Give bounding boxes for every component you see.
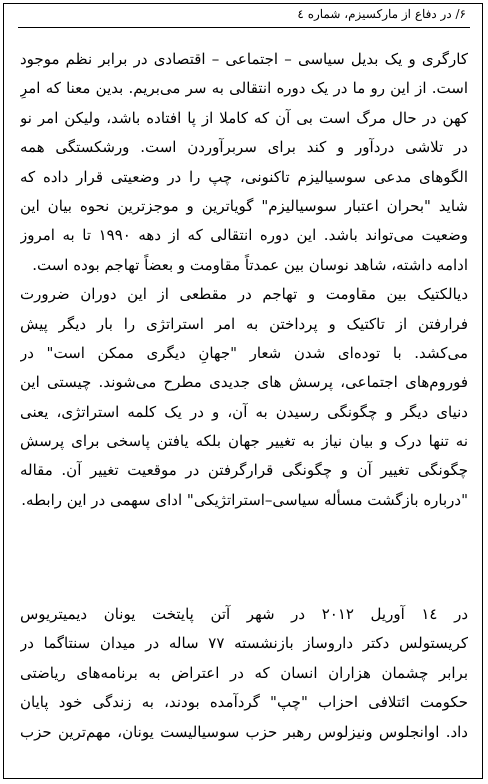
text-line: "درباره بازگشت مسأله سیاسی–استراتژیکی" ادای سهمی در این رابطه. [21,490,468,509]
text-line: دیالکتیک بین مقاومت و تهاجم در مقطعی از این دوران ضرورت [20,285,468,304]
text-line: کهن در حال مرگ است بی آن که کاملا از پا افتاده باشد، ولیکن امر نو [20,108,468,127]
text-line: کارگری و یک بدیل سیاسی – اجتماعی – اقتصادی در برابر نظم موجود [20,50,468,68]
running-head: ۶/ در دفاع از مارکسیزم، شماره ٤ [297,7,466,21]
text-line: نه تنها درک و بیان نیاز به تغییر جهان بلکه یافتن پاسخی برای پرسش [20,432,468,451]
text-line: فرارفتن از تاکتیک و پرداختن به امر استراتژی را بار دیگر پیش [20,314,468,333]
header-divider [18,27,470,28]
text-line: ادامه داشته، شاهد نوسان بین عمدتاً مقاومت و بعضاً تهاجم بوده است. [32,255,468,274]
text-line: کریستولس دکتر داروساز بازنشسته ۷۷ ساله در میدان سنتاگما در [20,634,468,653]
text-line: دنیای دیگر و چگونگی رسیدن به آن، و در یک کلمه استراتژی، یعنی [20,402,468,421]
paragraph-1 [20,45,468,515]
text-line: می‌کشد. با توده‌ای شدن شعار "جهانِ دیگری ممکن است" در [20,343,468,362]
text-line: در تلاشی دردآور و کند برای سربرآوردن است. ورشکستگی همه [20,138,468,157]
text-line: است. از این رو ما در یک دوره انتقالی به سر می‌بریم. بدین معنا که امرِ [20,79,468,98]
text-line: الگوهای مدعی سوسیالیزم تاکنونی، چپ را در وضعیتی قرار داده که [20,167,468,186]
text-line: شاید "بحران اعتبار سوسیالیزم" گویاترین و موجزترین نحوه بیان این [20,196,468,215]
text-line: چگونگی تغییر آن و چگونگی قرارگرفتن در موقعیت تغییر آن. مقاله [20,461,468,480]
text-line: حکومت ائتلافی احزاب "چپ" گردآمده بودند، به زندگی خود پایان [20,693,468,712]
text-line: داد. اوانجلوس ونیزلوس رهبر حزب سوسیالیست یونان، مهم‌ترین حزب [20,722,468,741]
text-line: در ١٤ آوریل ۲۰۱۲ در شهر آتن پایتخت یونان دیمیتریوس [20,605,468,623]
text-line: وضعیت می‌تواند باشد. این دوره انتقالی که از دهه ۱۹۹۰ تا به امروز [20,226,468,245]
paragraph-2 [20,600,468,747]
text-line: فوروم‌های اجتماعی، پرسش های جدیدی مطرح می‌شوند. چیستی این [20,373,468,392]
text-line: برابر چشمان هزاران انسان که در اعتراض به برنامه‌های ریاضتی [20,663,468,682]
